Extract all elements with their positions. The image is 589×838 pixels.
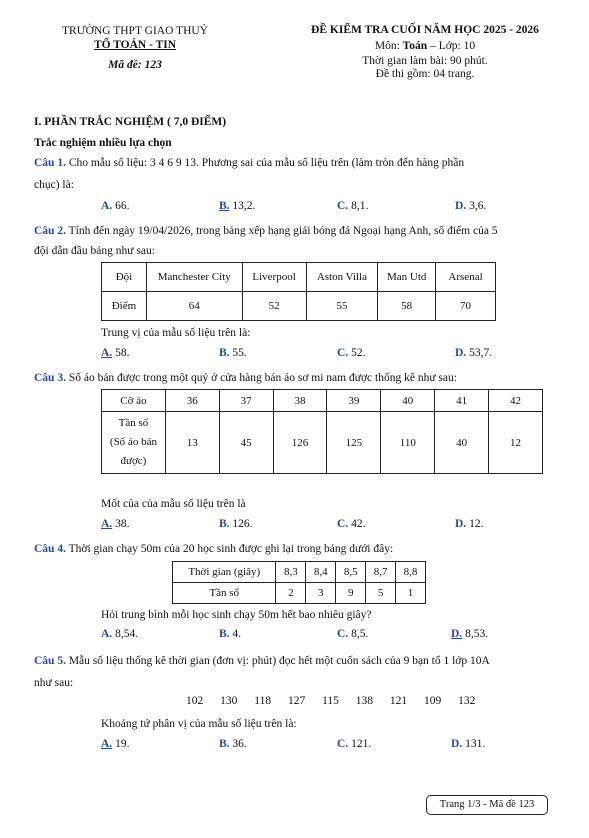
option-value: 8,1. <box>348 200 369 212</box>
q5-text1: Mẫu số liệu thống kê thời gian (đơn vị: phút) đọc hết một cuốn sách của 9 bạn tổ 1 lớp 10A <box>65 655 490 667</box>
option-value: 66. <box>112 200 130 212</box>
exam-time: Thời gian làm bài: 90 phút. <box>362 55 488 67</box>
data-value: 102 <box>186 695 204 707</box>
q4-option-a[interactable] <box>101 628 138 640</box>
option-value: 8,54. <box>112 628 139 640</box>
option-letter: A. <box>101 518 113 530</box>
data-value: 115 <box>322 695 339 707</box>
table-cell: 9 <box>336 583 366 604</box>
option-value: 8,5. <box>348 628 369 640</box>
option-value: 53,7. <box>466 347 493 359</box>
table-cell: 8,3 <box>276 562 306 583</box>
table-cell: Điểm <box>102 292 147 321</box>
table-cell: Đội <box>102 263 147 292</box>
exam-pages: Đề thi gồm: 04 trang. <box>375 68 475 80</box>
option-value: 52. <box>348 347 366 359</box>
option-value: 121. <box>348 738 372 750</box>
q4-table <box>172 561 426 604</box>
table-row <box>173 583 426 604</box>
table-cell: 42 <box>489 390 543 412</box>
option-letter: B. <box>219 628 230 640</box>
q5-option-c[interactable] <box>337 738 371 750</box>
q2-option-d[interactable] <box>455 347 492 359</box>
option-value: 19. <box>112 738 130 750</box>
data-value: 109 <box>424 695 442 707</box>
q5-question: Khoảng tứ phân vị của mẫu số liệu trên là: <box>101 718 297 730</box>
table-cell: 125 <box>327 412 381 474</box>
option-letter: D. <box>451 738 463 750</box>
table-cell: Cỡ áo <box>102 390 166 412</box>
table-cell: 40 <box>381 390 435 412</box>
q1-text2: chục) là: <box>34 179 74 191</box>
subject-label: Môn: <box>374 40 403 52</box>
q5-label: Câu 5. <box>34 655 66 667</box>
q3-text <box>34 371 554 385</box>
table-cell: 110 <box>381 412 435 474</box>
table-cell: Manchester City <box>146 263 242 292</box>
option-letter: A. <box>101 628 113 640</box>
option-value: 8,53. <box>462 628 489 640</box>
table-cell: 2 <box>276 583 306 604</box>
table-cell: 41 <box>435 390 489 412</box>
q1-label: Câu 1. <box>34 157 66 169</box>
page-footer: Trang 1/3 - Mã đề 123 <box>426 795 548 815</box>
table-cell: 39 <box>327 390 381 412</box>
table-cell: 45 <box>219 412 273 474</box>
q5-option-b[interactable] <box>219 738 247 750</box>
q1-option-a[interactable] <box>101 200 129 212</box>
option-letter: C. <box>337 200 349 212</box>
grade-value: – Lớp: 10 <box>427 40 476 52</box>
table-cell: Tần số <box>173 583 276 604</box>
q3-question: Mốt của của mẫu số liệu trên là <box>101 498 246 510</box>
table-cell: 1 <box>396 583 426 604</box>
table-row <box>102 292 496 321</box>
table-cell: 55 <box>306 292 378 321</box>
q4-option-b[interactable] <box>219 628 241 640</box>
option-letter: C. <box>337 738 349 750</box>
q3-option-a[interactable] <box>101 518 129 530</box>
table-cell: 58 <box>378 292 436 321</box>
table-cell: 70 <box>436 292 496 321</box>
table-cell: 3 <box>306 583 336 604</box>
q3-option-d[interactable] <box>455 518 483 530</box>
table-cell: Aston Villa <box>306 263 378 292</box>
exam-subject <box>290 40 560 53</box>
q5-option-a[interactable] <box>101 738 129 750</box>
q4-question: Hỏi trung bình mỗi học sinh chạy 50m hết bao nhiêu giây? <box>101 609 372 621</box>
data-value: 118 <box>254 695 272 707</box>
section-subtitle: Trắc nghiệm nhiều lựa chọn <box>34 137 172 149</box>
option-value: 55. <box>229 347 247 359</box>
exam-code: Mã đề: 123 <box>108 59 162 71</box>
exam-header <box>290 24 560 81</box>
subject-value: Toán <box>402 40 428 52</box>
department-name: TỔ TOÁN - TIN <box>93 39 177 51</box>
option-value: 126. <box>229 518 253 530</box>
option-letter: C. <box>337 347 349 359</box>
table-cell: 8,5 <box>336 562 366 583</box>
table-row <box>102 412 543 474</box>
q5-text <box>34 654 554 668</box>
row-head-line: Tần số <box>118 417 149 429</box>
q2-table <box>101 262 496 321</box>
q2-option-b[interactable] <box>219 347 247 359</box>
q2-text2: đội dẫn đầu bảng như sau: <box>34 245 155 257</box>
option-letter: A. <box>101 738 113 750</box>
option-value: 58. <box>112 347 130 359</box>
option-value: 4. <box>229 628 242 640</box>
option-letter: B. <box>219 518 230 530</box>
q4-text1: Thời gian chạy 50m của 20 học sinh được ghi lại trong bảng dưới đây: <box>65 543 394 555</box>
table-cell: Arsenal <box>436 263 496 292</box>
section-title: I. PHẦN TRẮC NGHIỆM ( 7,0 ĐIỂM) <box>34 116 227 128</box>
q3-table <box>101 389 543 474</box>
q2-option-c[interactable] <box>337 347 365 359</box>
q2-option-a[interactable] <box>101 347 129 359</box>
data-value: 127 <box>287 695 306 707</box>
table-row <box>102 263 496 292</box>
option-letter: A. <box>101 347 113 359</box>
q3-label: Câu 3. <box>34 372 66 384</box>
table-cell: 13 <box>165 412 219 474</box>
option-letter: B. <box>219 347 230 359</box>
data-value: 121 <box>389 695 408 707</box>
table-cell <box>102 412 166 474</box>
q2-text1: Tính đến ngày 19/04/2026, trong bảng xếp hạng giải bóng đá Ngoại hạng Anh, số điểm của 5 <box>65 225 498 237</box>
data-value: 132 <box>458 695 476 707</box>
table-cell: 126 <box>273 412 327 474</box>
q1-text1: Cho mẫu số liệu: 3 4 6 9 13. Phương sai của mẫu số liệu trên (làm tròn đến hàng phần <box>65 157 465 169</box>
option-value: 12. <box>466 518 484 530</box>
data-value: 138 <box>355 695 374 707</box>
option-letter: C. <box>337 518 349 530</box>
table-cell: Thời gian (giây) <box>173 562 276 583</box>
option-value: 13,2. <box>229 200 256 212</box>
table-cell: 38 <box>273 390 327 412</box>
data-value: 130 <box>220 695 238 707</box>
q4-option-d[interactable] <box>451 628 488 640</box>
q2-text <box>34 224 554 238</box>
option-letter: D. <box>451 628 463 640</box>
table-cell: 8,8 <box>396 562 426 583</box>
q2-label: Câu 2. <box>34 225 66 237</box>
q4-option-c[interactable] <box>337 628 368 640</box>
q1-option-c[interactable] <box>337 200 368 212</box>
q3-option-b[interactable] <box>219 518 253 530</box>
q1-text <box>34 156 554 170</box>
table-cell: 36 <box>165 390 219 412</box>
table-cell: 12 <box>489 412 543 474</box>
exam-title: ĐỀ KIỂM TRA CUỐI NĂM HỌC 2025 - 2026 <box>311 24 539 36</box>
q5-option-d[interactable] <box>451 738 485 750</box>
option-letter: B. <box>219 738 230 750</box>
option-letter: A. <box>101 200 113 212</box>
row-head-line: (Số áo bán <box>109 436 157 448</box>
table-cell: 40 <box>435 412 489 474</box>
q1-option-b[interactable] <box>219 200 255 212</box>
table-cell: 64 <box>146 292 242 321</box>
table-cell: 8,7 <box>366 562 396 583</box>
option-value: 3,6. <box>466 200 487 212</box>
table-cell: 8,4 <box>306 562 336 583</box>
option-letter: C. <box>337 628 349 640</box>
option-value: 42. <box>348 518 366 530</box>
q4-label: Câu 4. <box>34 543 66 555</box>
option-value: 131. <box>462 738 486 750</box>
option-letter: D. <box>455 518 467 530</box>
q2-question: Trung vị của mẫu số liệu trên là: <box>101 327 251 339</box>
school-name: TRƯỜNG THPT GIAO THUỶ <box>62 25 208 37</box>
option-letter: D. <box>455 347 467 359</box>
option-letter: B. <box>219 200 230 212</box>
q5-numbers <box>186 694 589 708</box>
table-cell: 52 <box>242 292 306 321</box>
option-letter: D. <box>455 200 467 212</box>
q3-option-c[interactable] <box>337 518 365 530</box>
table-cell: 5 <box>366 583 396 604</box>
table-cell: Man Utd <box>378 263 436 292</box>
table-row <box>173 562 426 583</box>
school-header <box>50 24 220 72</box>
table-cell: 37 <box>219 390 273 412</box>
table-row <box>102 390 543 412</box>
option-value: 38. <box>112 518 130 530</box>
q3-text1: Số áo bán được trong một quý ở cửa hàng bán áo sơ mi nam được thống kê như sau: <box>65 372 457 384</box>
q1-option-d[interactable] <box>455 200 486 212</box>
table-cell: Liverpool <box>242 263 306 292</box>
row-head-line: được) <box>120 455 147 467</box>
q5-text2: như sau: <box>34 677 74 689</box>
q4-text <box>34 542 554 556</box>
option-value: 36. <box>229 738 247 750</box>
